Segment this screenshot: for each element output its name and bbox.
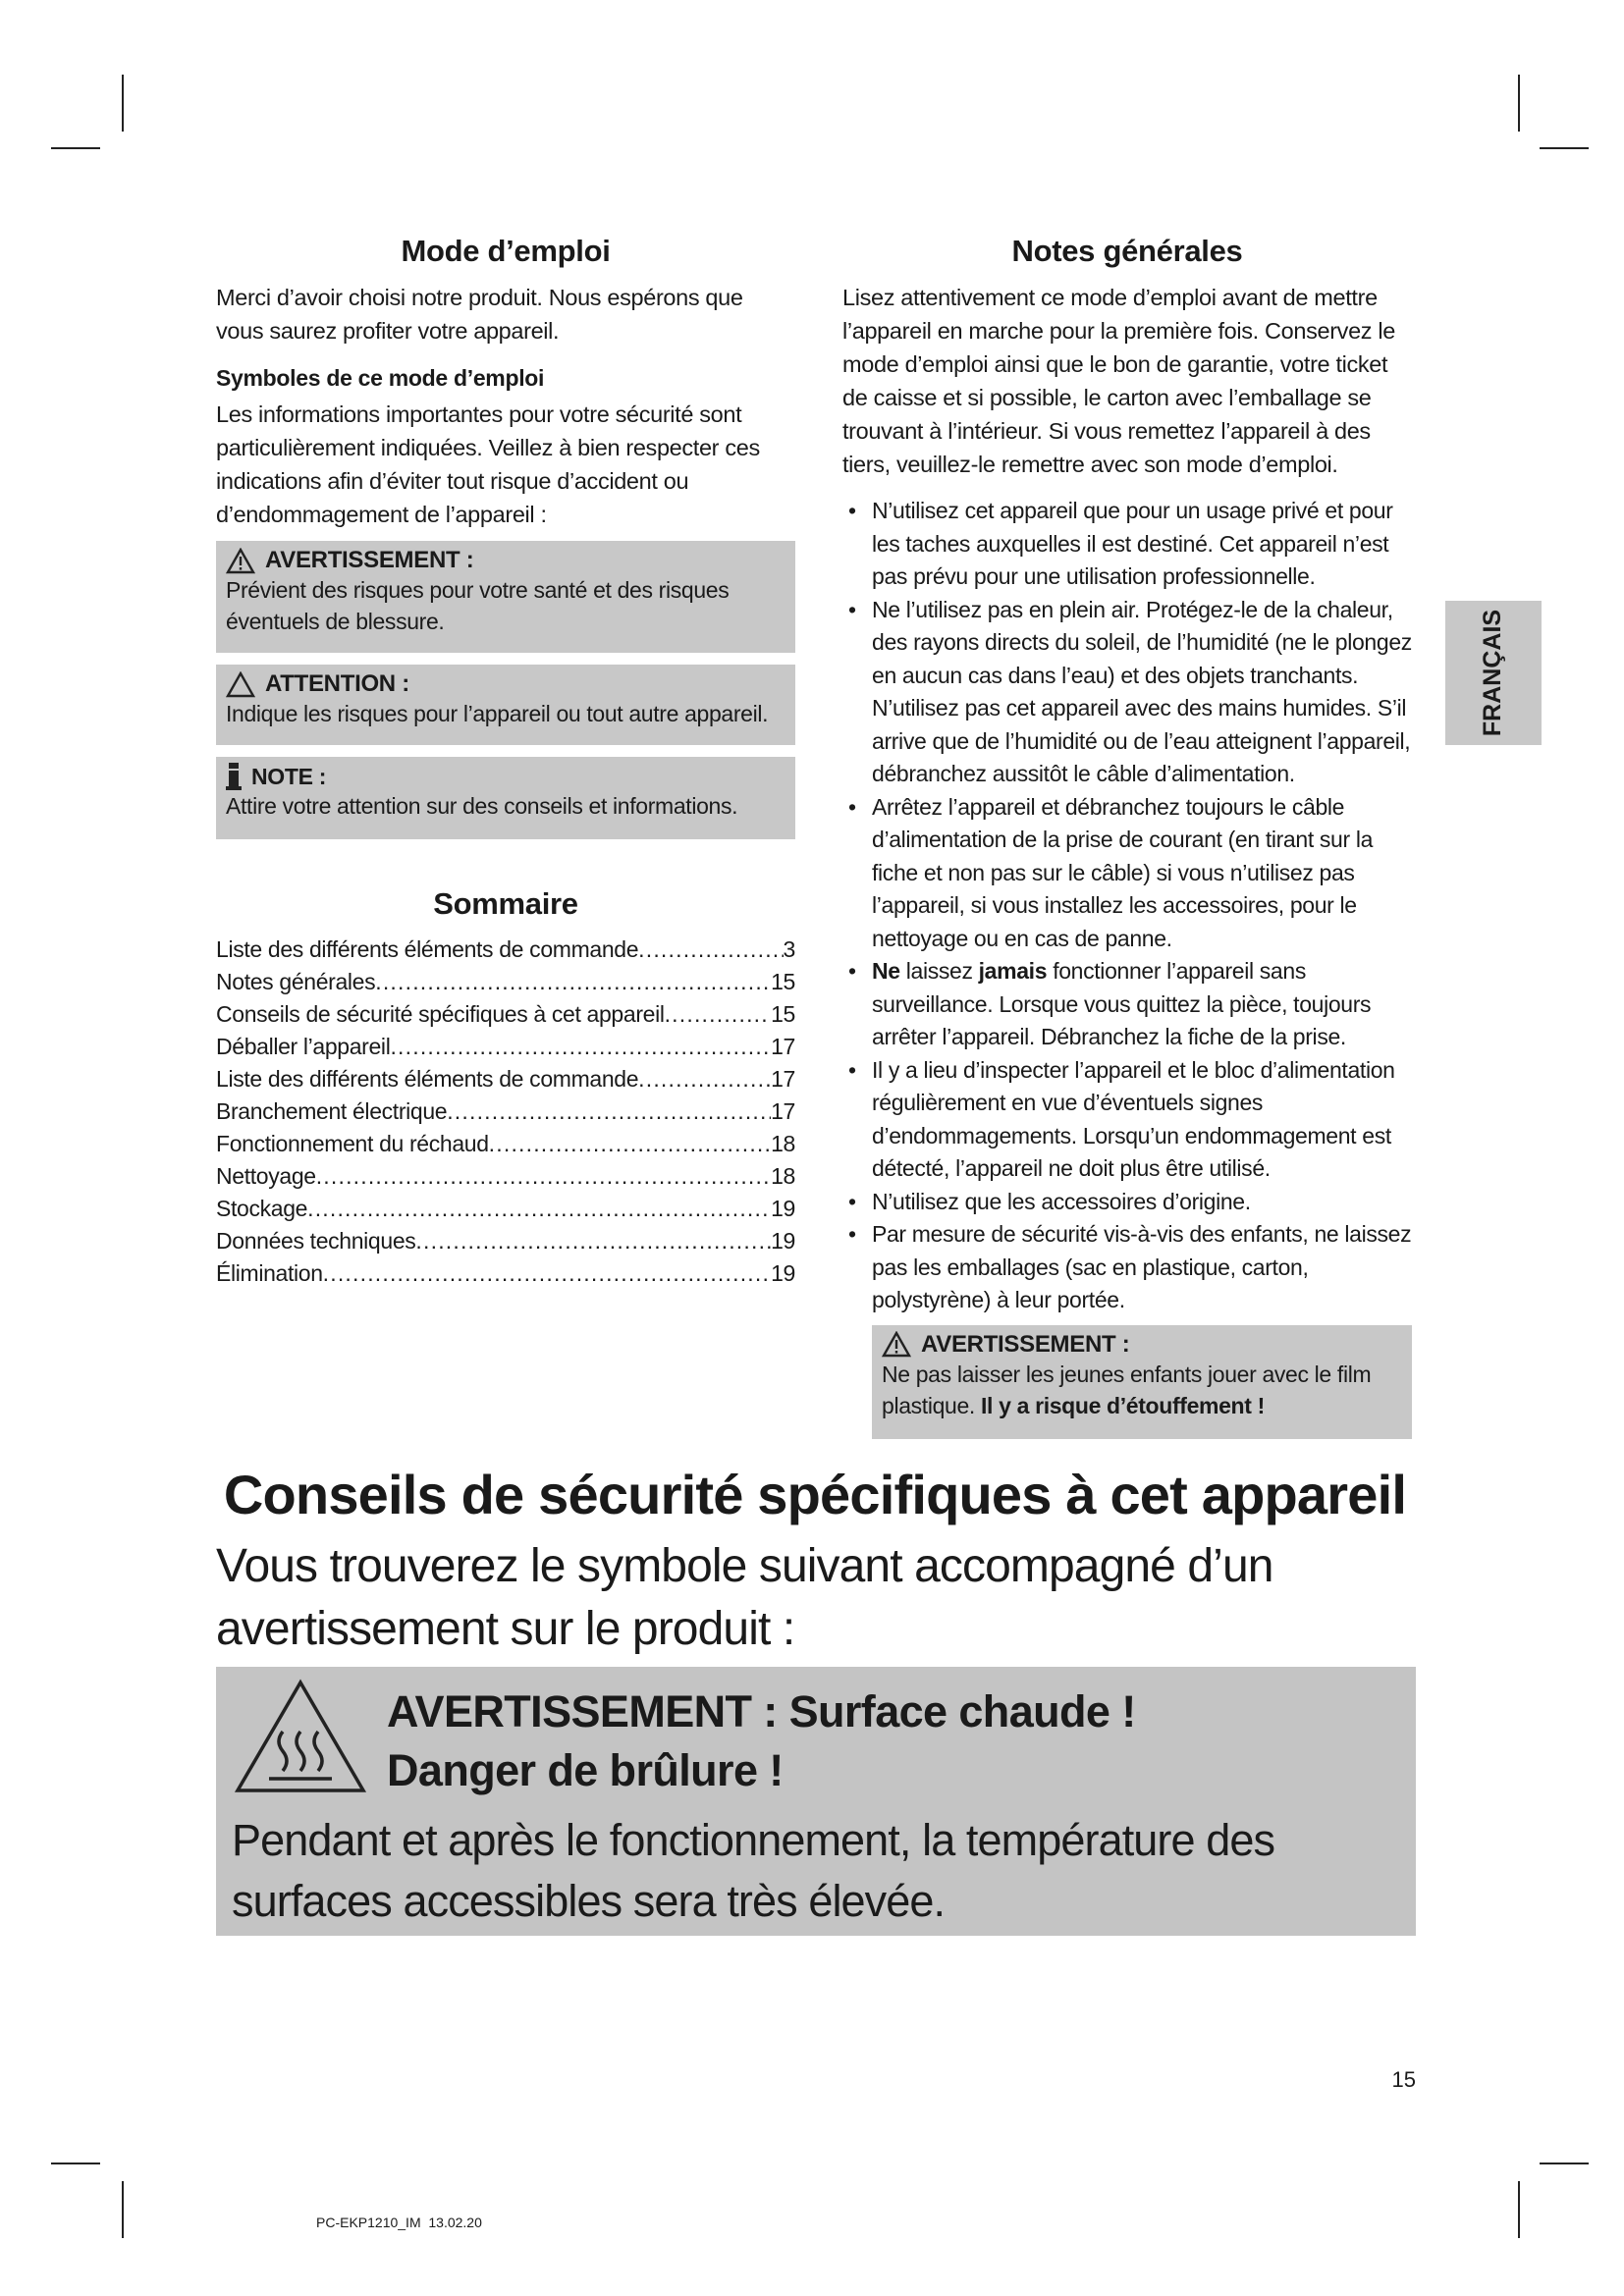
info-icon — [226, 763, 242, 790]
note-title: NOTE : — [251, 763, 327, 789]
hot-surface-text: Pendant et après le fonctionnement, la température des surfaces accessibles sera très élevée. — [232, 1815, 1275, 1926]
toc-row[interactable]: Nettoyage ..... 18 — [216, 1160, 795, 1193]
list-item: • Arrêtez l’appareil et débranchez toujours le câble d’alimentation de la prise de courant (en tirant sur la fiche et non pas sur le câble) si vous n’utilisez pas l’appareil, si vous installez les accessoires, pour le nettoyage ou en cas de panne. — [842, 791, 1412, 956]
list-item: • Ne l’utilisez pas en plein air. Protégez-le de la chaleur, des rayons directs du soleil, de l’humidité (ne le plongez en aucun cas dans l’eau) et des objets tranchants. N’utilisez pas cet appareil avec des mains humides. S’il arrive que de l’humidité ou de l’eau atteignent l’appareil, débranchez aussitôt le câble d’alimentation. — [842, 594, 1412, 791]
attention-title: ATTENTION : — [265, 670, 409, 697]
toc-list — [216, 934, 795, 1290]
warning-box — [216, 541, 795, 653]
attention-triangle-icon — [226, 671, 255, 698]
section-title-notes-generales: Notes générales — [1011, 234, 1243, 268]
hot-surface-icon — [232, 1677, 369, 1796]
hot-surface-warning-box — [216, 1667, 1416, 1936]
toc-row[interactable]: Notes générales ..... 15 — [216, 966, 795, 998]
hot-surface-title — [387, 1682, 1136, 1800]
packaging-warning-box — [872, 1325, 1412, 1439]
list-item: • Il y a lieu d’inspecter l’appareil et le bloc d’alimentation régulièrement en vue d’éventuels signes d’endommagements. Lorsqu’un endommagement est détecté, l’appareil ne doit plus être utilisé. — [842, 1054, 1412, 1186]
note-box — [216, 757, 795, 839]
toc-row[interactable]: Conseils de sécurité spécifiques à cet appareil ..... 15 — [216, 998, 795, 1031]
crop-mark — [51, 147, 100, 149]
safety-intro: Vous trouverez le symbole suivant accompagné d’un avertissement sur le produit : — [216, 1540, 1273, 1655]
language-tab-label: FRANÇAIS — [1479, 609, 1507, 737]
packaging-warning-title: AVERTISSEMENT : — [921, 1330, 1130, 1358]
crop-mark — [1518, 2181, 1520, 2238]
notes-intro: Lisez attentivement ce mode d’emploi avant de mettre l’appareil en marche pour la première fois. Conservez le mode d’emploi ainsi que le bon de garantie, votre ticket de caisse et si possible, le carton avec l’emballage se trouvant à l’intérieur. Si vous remettez l’appareil à des tiers, veuillez-le remettre avec son mode d’emploi. — [842, 285, 1395, 477]
warning-triangle-icon — [226, 548, 255, 574]
intro-text: Merci d’avoir choisi notre produit. Nous espérons que vous saurez profiter votre appareil. — [216, 285, 743, 344]
notes-bullet-list — [842, 495, 1412, 1317]
hot-surface-title-line-2: Danger de brûlure ! — [387, 1745, 784, 1795]
toc-row[interactable]: Liste des différents éléments de commande ..... 17 — [216, 1063, 795, 1095]
crop-mark — [1518, 75, 1520, 132]
crop-mark — [1540, 2163, 1589, 2164]
toc-row[interactable]: Fonctionnement du réchaud ..... 18 — [216, 1128, 795, 1160]
packaging-warning-text: Ne pas laisser les jeunes enfants jouer avec le film plastique. Il y a risque d’étouffement ! — [882, 1361, 1372, 1418]
list-item: • N’utilisez que les accessoires d’origine. — [842, 1186, 1412, 1219]
toc-row[interactable]: Élimination ..... 19 — [216, 1257, 795, 1290]
document-id: PC-EKP1210_IM 13.02.20 — [316, 2215, 482, 2230]
page-number: 15 — [1391, 2067, 1416, 2092]
safety-title: Conseils de sécurité spécifiques à cet appareil — [223, 1464, 1407, 1525]
toc-row[interactable]: Données techniques ..... 19 — [216, 1225, 795, 1257]
crop-mark — [122, 75, 124, 132]
toc-row[interactable]: Liste des différents éléments de commande ..... 3 — [216, 934, 795, 966]
right-column — [842, 234, 1412, 1439]
hot-surface-title-line-1: AVERTISSEMENT : Surface chaude ! — [387, 1686, 1136, 1736]
warning-text: Prévient des risques pour votre santé et des risques éventuels de blessure. — [226, 577, 730, 634]
warning-title: AVERTISSEMENT : — [265, 547, 474, 573]
warning-triangle-icon — [882, 1331, 911, 1358]
toc-row[interactable]: Branchement électrique ..... 17 — [216, 1095, 795, 1128]
crop-mark — [1540, 147, 1589, 149]
left-column — [216, 234, 795, 1290]
toc-row[interactable]: Déballer l’appareil ..... 17 — [216, 1031, 795, 1063]
list-item: • N’utilisez cet appareil que pour un usage privé et pour les taches auxquelles il est destiné. Cet appareil n’est pas prévu pour une utilisation professionnelle. — [842, 495, 1412, 594]
note-text: Attire votre attention sur des conseils et informations. — [226, 793, 738, 819]
language-tab — [1445, 601, 1542, 745]
attention-text: Indique les risques pour l’appareil ou tout autre appareil. — [226, 701, 769, 726]
toc-title: Sommaire — [433, 886, 578, 921]
list-item: • Par mesure de sécurité vis-à-vis des enfants, ne laissez pas les emballages (sac en plastique, carton, polystyrène) à leur portée. — [842, 1218, 1412, 1317]
symbols-text: Les informations importantes pour votre sécurité sont particulièrement indiquées. Veillez à bien respecter ces indications afin d’éviter tout risque d’accident ou d’endommagement de l’appareil : — [216, 401, 760, 527]
section-title-mode-emploi: Mode d’emploi — [401, 234, 611, 268]
attention-box — [216, 665, 795, 745]
toc-row[interactable]: Stockage ..... 19 — [216, 1193, 795, 1225]
symbols-heading: Symboles de ce mode d’emploi — [216, 365, 545, 391]
list-item: • Ne laissez jamais fonctionner l’appareil sans surveillance. Lorsque vous quittez la pièce, toujours arrêter l’appareil. Débranchez la fiche de la prise. — [842, 955, 1412, 1054]
crop-mark — [51, 2163, 100, 2164]
crop-mark — [122, 2181, 124, 2238]
